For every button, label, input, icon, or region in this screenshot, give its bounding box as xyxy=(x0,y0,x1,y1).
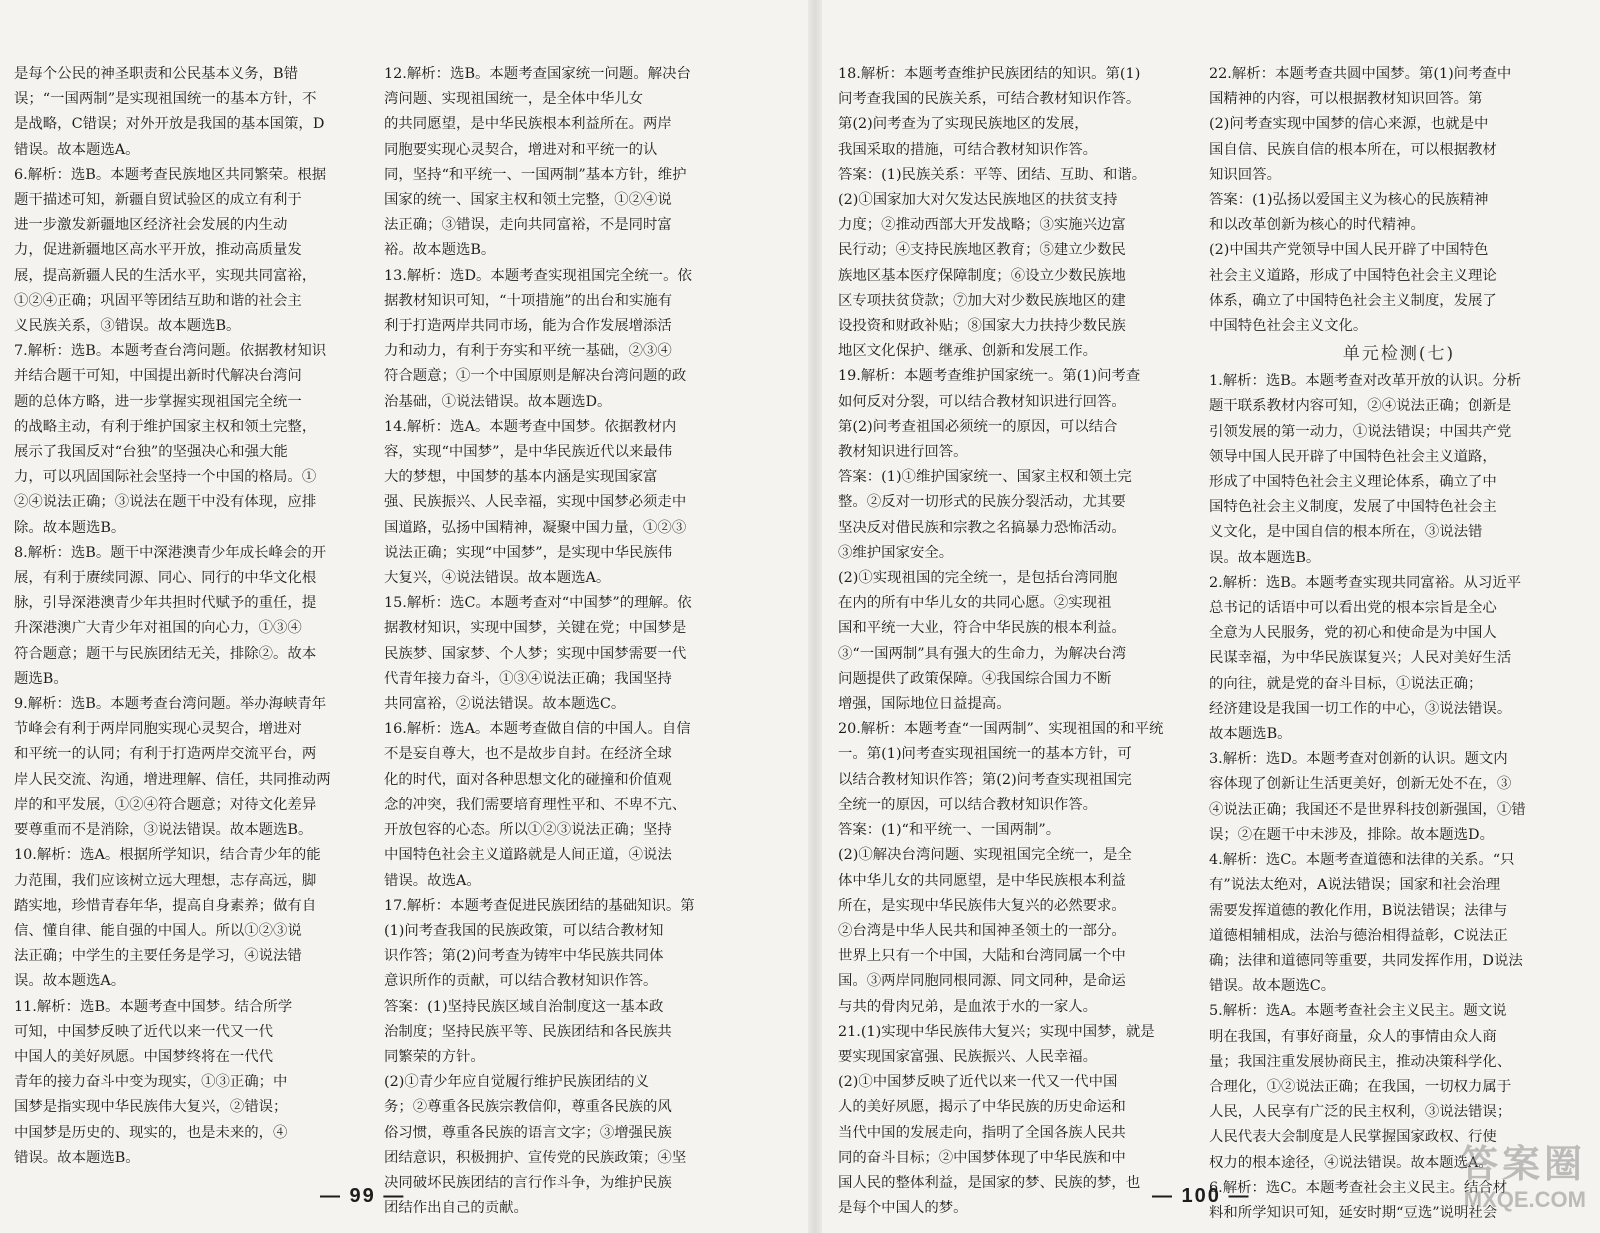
text-line: 可知，中国梦反映了近代以来一代又一代 xyxy=(14,1023,274,1040)
text-line: 念的冲突，我们需要培育理性平和、不卑不亢、 xyxy=(384,796,687,813)
text-line: 力，促进新疆地区高水平开放，推动高质量发 xyxy=(14,242,302,259)
text-line: 题选B。 xyxy=(14,670,68,687)
text-line: 国和平统一大业，符合中华民族的根本利益。 xyxy=(838,620,1126,637)
text-line: 第(2)问考查祖国必须统一的原因，可以结合 xyxy=(838,418,1118,435)
text-line: 要尊重而不是消除，③说法错误。故本题选B。 xyxy=(14,822,313,839)
text-line: 展，提高新疆人民的生活水平，实现共同富裕， xyxy=(14,267,317,284)
text-line: 8.解析：选B。题干中深港澳青少年成长峰会的开 xyxy=(14,544,327,561)
text-line: 当代中国的发展走向，指明了全国各族人民共 xyxy=(838,1124,1126,1141)
text-line: 中国梦是历史的、现实的，也是未来的，④ xyxy=(14,1124,288,1141)
text-line: 强、民族振兴、人民幸福，实现中国梦必须走中 xyxy=(384,494,687,511)
text-line: 踏实地，珍惜青春年华，提高自身素养；做有自 xyxy=(14,897,317,914)
text-line: 同繁荣的方针。 xyxy=(384,1048,485,1065)
text-line: 开放包容的心态。所以①②③说法正确；坚持 xyxy=(384,822,672,839)
text-line: 答案：(1)坚持民族区域自治制度这一基本政 xyxy=(384,998,664,1015)
text-line: 力，可以巩固国际社会坚持一个中国的格局。① xyxy=(14,469,317,486)
text-line: 量；我国注重发展协商民主，推动决策科学化、 xyxy=(1209,1053,1512,1070)
right-page-column-1 xyxy=(838,62,1198,1217)
text-line: 世界上只有一个中国，大陆和台湾同属一个中 xyxy=(838,948,1126,965)
text-line: 要实现国家富强、民族振兴、人民幸福。 xyxy=(838,1048,1098,1065)
text-line: (2)问考查实现中国梦的信心来源，也就是中 xyxy=(1209,116,1489,133)
text-line: ②台湾是中华人民共和国神圣领土的一部分。 xyxy=(838,922,1126,939)
text-line: 是每个公民的神圣职责和公民基本义务，B错 xyxy=(14,66,298,82)
text-line: 符合题意；①一个中国原则是解决台湾问题的政 xyxy=(384,368,687,385)
text-line: 10.解析：选A。根据所学知识，结合青少年的能 xyxy=(14,847,321,864)
text-line: 知识回答。 xyxy=(1209,166,1281,183)
text-line: 岸的和平发展，①②④符合题意；对待文化差异 xyxy=(14,796,317,813)
text-line: 20.解析：本题考查“一国两制”、实现祖国的和平统 xyxy=(838,721,1164,738)
text-line: 17.解析：本题考查促进民族团结的基础知识。第 xyxy=(384,897,695,914)
text-line: 3.解析：选D。本题考查对创新的认识。题文内 xyxy=(1209,751,1508,768)
text-line: 和以改革创新为核心的时代精神。 xyxy=(1209,217,1425,234)
text-line: 同胞要实现心灵契合，增进对和平统一的认 xyxy=(384,141,658,158)
text-line: 2.解析：选B。本题考查实现共同富裕。从习近平 xyxy=(1209,574,1522,591)
text-line: 在内的所有中华儿女的共同心愿。②实现祖 xyxy=(838,595,1112,612)
text-line: 国梦是指实现中华民族伟大复兴，②错误； xyxy=(14,1099,288,1116)
text-line: 国道路，弘扬中国精神，凝聚中国力量，①②③ xyxy=(384,519,687,536)
text-line: 6.解析：选C。本题考查社会主义民主。结合材 xyxy=(1209,1179,1508,1196)
text-line: 合理化，①②说法正确；在我国，一切权力属于 xyxy=(1209,1078,1512,1095)
text-line: 容体现了创新让生活更美好，创新无处不在，③ xyxy=(1209,776,1512,793)
text-line: (1)问考查我国的民族政策，可以结合教材知 xyxy=(384,922,664,939)
text-line: 误。故本题选A。 xyxy=(14,973,126,990)
text-line: 治制度；坚持民族平等、民族团结和各民族共 xyxy=(384,1023,672,1040)
text-line: 体中华儿女的共同愿望，是中华民族根本利益 xyxy=(838,872,1126,889)
text-line: 误。故本题选B。 xyxy=(1209,549,1321,566)
text-line: 展，有利于赓续同源、同心、同行的中华文化根 xyxy=(14,570,317,587)
text-line: 同，坚持“和平统一、一国两制”基本方针，维护 xyxy=(384,166,687,183)
text-line: 引领发展的第一动力，①说法错误；中国共产党 xyxy=(1209,423,1512,440)
text-line: 意识所作的贡献，可以结合教材知识作答。 xyxy=(384,973,658,990)
text-line: 国精神的内容，可以根据教材知识回答。第 xyxy=(1209,91,1483,108)
text-line: 并结合题干可知，中国提出新时代解决台湾问 xyxy=(14,368,302,385)
text-line: 进一步激发新疆地区经济社会发展的内生动 xyxy=(14,217,288,234)
text-line: 据教材知识可知，“十项措施”的出台和实施有 xyxy=(384,292,673,309)
text-line: 民行动；④支持民族地区教育；⑤建立少数民 xyxy=(838,242,1126,259)
text-line: (2)①解决台湾问题、实现祖国完全统一，是全 xyxy=(838,847,1132,864)
text-line: 力度；②推动西部大开发战略；③实施兴边富 xyxy=(838,217,1126,234)
text-line: 问题提供了政策保障。④我国综合国力不断 xyxy=(838,670,1112,687)
page-number-left: — 99 — xyxy=(320,1185,406,1207)
text-line: 务；②尊重各民族宗教信仰，尊重各民族的风 xyxy=(384,1099,672,1116)
text-line: 展示了我国反对“台独”的坚强决心和强大能 xyxy=(14,444,288,461)
text-line: 料和所学知识可知，延安时期“豆选”说明社会 xyxy=(1209,1204,1498,1221)
text-line: 题干描述可知，新疆自贸试验区的成立有利于 xyxy=(14,192,302,209)
text-line: 地区文化保护、继承、创新和发展工作。 xyxy=(838,343,1098,360)
text-line: 5.解析：选A。本题考查社会主义民主。题文说 xyxy=(1209,1003,1507,1020)
text-line: 说法正确；实现“中国梦”，是实现中华民族伟 xyxy=(384,544,673,561)
text-line: 共同富裕，②说法错误。故本题选C。 xyxy=(384,696,626,713)
text-line: 国家的统一、国家主权和领土完整，①②④说 xyxy=(384,192,672,209)
text-line: 代青年接力奋斗，①③④说法正确；我国坚持 xyxy=(384,670,672,687)
column-4-before-section xyxy=(1209,62,1589,339)
text-line: 升深港澳广大青少年对祖国的向心力，①③④ xyxy=(14,620,302,637)
text-line: 社会主义道路，形成了中国特色社会主义理论 xyxy=(1209,267,1497,284)
text-line: 国特色社会主义制度，发展了中国特色社会主 xyxy=(1209,499,1497,516)
text-line: 不是妄自尊大，也不是故步自封。在经济全球 xyxy=(384,746,672,763)
text-line: 大的梦想，中国梦的基本内涵是实现国家富 xyxy=(384,469,658,486)
text-line: 的战略主动，有利于维护国家主权和领土完整， xyxy=(14,418,317,435)
text-line: 湾问题、实现祖国统一，是全体中华儿女 xyxy=(384,91,644,108)
text-line: ③“一国两制”具有强大的生命力，为解决台湾 xyxy=(838,645,1127,662)
text-line: 总书记的话语中可以看出党的根本宗旨是全心 xyxy=(1209,600,1497,617)
text-line: 13.解析：选D。本题考查实现祖国完全统一。依 xyxy=(384,267,692,284)
text-line: 22.解析：本题考查共圆中国梦。第(1)问考查中 xyxy=(1209,66,1512,82)
text-line: 团结意识，积极拥护、宣传党的民族政策；④坚 xyxy=(384,1149,687,1166)
section-title: 单元检测(七) xyxy=(1342,344,1456,365)
text-line: 利于打造两岸共同市场，能为合作发展增添活 xyxy=(384,318,672,335)
text-line: 决同破坏民族团结的言行作斗争，为维护民族 xyxy=(384,1174,672,1191)
text-line: 大复兴，④说法错误。故本题选A。 xyxy=(384,570,611,587)
text-line: 14.解析：选A。本题考查中国梦。依据教材内 xyxy=(384,418,677,435)
text-line: 法正确；③错误，走向共同富裕，不是同时富 xyxy=(384,217,672,234)
watermark-logo-text: 答案圈 xyxy=(1459,1144,1586,1186)
text-line: 人的美好夙愿，揭示了中华民族的历史命运和 xyxy=(838,1099,1126,1116)
text-line: 错误。故选A。 xyxy=(384,872,481,889)
text-line: (2)①青少年应自觉履行维护民族团结的义 xyxy=(384,1074,650,1091)
text-line: 据教材知识，实现中国梦，关键在党；中国梦是 xyxy=(384,620,687,637)
text-line: 中国人的美好夙愿。中国梦终将在一代代 xyxy=(14,1048,274,1065)
text-line: 治基础，①说法错误。故本题选D。 xyxy=(384,393,612,410)
text-line: 答案：(1)“和平统一、一国两制”。 xyxy=(838,822,1061,839)
text-line: 的共同愿望，是中华民族根本利益所在。两岸 xyxy=(384,116,672,133)
text-line: 中国特色社会主义道路就是人间正道，④说法 xyxy=(384,847,672,864)
text-line: 误；“一国两制”是实现祖国统一的基本方针，不 xyxy=(14,91,317,108)
text-line: 答案：(1)弘扬以爱国主义为核心的民族精神 xyxy=(1209,192,1489,209)
text-line: 形成了中国特色社会主义理论体系，确立了中 xyxy=(1209,474,1497,491)
text-line: 人民，人民享有广泛的民主权利，③说法错误； xyxy=(1209,1104,1512,1121)
page-gutter xyxy=(808,0,822,1233)
text-line: 1.解析：选B。本题考查对改革开放的认识。分析 xyxy=(1209,373,1522,390)
text-line: 法正确；中学生的主要任务是学习，④说法错 xyxy=(14,948,302,965)
watermark-url: MXQE.COM xyxy=(1463,1187,1586,1212)
text-line: 教材知识进行回答。 xyxy=(838,444,968,461)
text-line: 国。③两岸同胞同根同源、同文同种，是命运 xyxy=(838,973,1126,990)
text-line: 识作答；第(2)问考查为铸牢中华民族共同体 xyxy=(384,948,664,965)
text-line: 确；法律和道德同等重要，共同发挥作用，D说法 xyxy=(1209,952,1523,969)
text-line: 错误。故本题选A。 xyxy=(14,141,140,158)
text-line: 4.解析：选C。本题考查道德和法律的关系。“只 xyxy=(1209,852,1515,869)
text-line: 俗习惯，尊重各民族的语言文字；③增强民族 xyxy=(384,1124,672,1141)
text-line: 岸人民交流、沟通，增进理解、信任，共同推动两 xyxy=(14,771,331,788)
text-line: 设投资和财政补贴；⑧国家大力扶持少数民族 xyxy=(838,318,1126,335)
text-line: 化的时代，面对各种思想文化的碰撞和价值观 xyxy=(384,771,672,788)
text-line: 整。②反对一切形式的民族分裂活动，尤其要 xyxy=(838,494,1126,511)
text-line: 以结合教材知识作答；第(2)问考查实现祖国完 xyxy=(838,771,1132,788)
left-page-column-1 xyxy=(14,62,388,1172)
text-line: 增强，国际地位日益提高。 xyxy=(838,696,1011,713)
text-line: 误；②在题干中未涉及，排除。故本题选D。 xyxy=(1209,826,1494,843)
text-line: 领导中国人民开辟了中国特色社会主义道路， xyxy=(1209,448,1497,465)
text-line: 力范围，我们应该树立远大理想，志存高远，脚 xyxy=(14,872,317,889)
text-line: 信、懂自律、能自强的中国人。所以①②③说 xyxy=(14,922,302,939)
text-line: 9.解析：选B。本题考查台湾问题。举办海峡青年 xyxy=(14,696,327,713)
text-line: 答案：(1)民族关系：平等、团结、互助、和谐。 xyxy=(838,166,1147,183)
text-line: 和平统一的认同；有利于打造两岸交流平台，两 xyxy=(14,746,317,763)
text-line: 族地区基本医疗保障制度；⑥设立少数民族地 xyxy=(838,267,1126,284)
text-line: 脉，引导深港澳青少年共担时代赋予的重任，提 xyxy=(14,595,317,612)
text-line: 全意为人民服务，党的初心和使命是为中国人 xyxy=(1209,625,1497,642)
text-line: 题的总体方略，进一步掌握实现祖国完全统一 xyxy=(14,393,302,410)
text-line: 符合题意；题干与民族团结无关，排除②。故本 xyxy=(14,645,317,662)
text-line: 如何反对分裂，可以结合教材知识进行回答。 xyxy=(838,393,1126,410)
text-line: (2)①中国梦反映了近代以来一代又一代中国 xyxy=(838,1074,1118,1091)
column-4-after-section xyxy=(1209,369,1589,1226)
text-line: 体系，确立了中国特色社会主义制度，发展了 xyxy=(1209,292,1497,309)
text-line: 容，实现“中国梦”，是中华民族近代以来最伟 xyxy=(384,444,673,461)
text-line: 19.解析：本题考查维护国家统一。第(1)问考查 xyxy=(838,368,1141,385)
text-line: 经济建设是我国一切工作的中心，③说法错误。 xyxy=(1209,700,1512,717)
text-line: 有”说法太绝对，A说法错误；国家和社会治理 xyxy=(1209,877,1501,894)
text-line: 12.解析：选B。本题考查国家统一问题。解决台 xyxy=(384,66,691,82)
text-line: 中国特色社会主义文化。 xyxy=(1209,318,1368,335)
text-line: ④说法正确；我国还不是世界科技创新强国，①错 xyxy=(1209,801,1526,818)
text-line: 故本题选B。 xyxy=(1209,726,1292,743)
text-line: 国人民的整体利益，是国家的梦、民族的梦，也 xyxy=(838,1174,1141,1191)
text-line: 11.解析：选B。本题考查中国梦。结合所学 xyxy=(14,998,293,1015)
text-line: 错误。故本题选B。 xyxy=(14,1149,140,1166)
text-line: 除。故本题选B。 xyxy=(14,519,126,536)
text-line: 义文化，是中国自信的根本所在，③说法错 xyxy=(1209,524,1483,541)
text-line: 7.解析：选B。本题考查台湾问题。依据教材知识 xyxy=(14,343,327,360)
text-line: 所在，是实现中华民族伟大复兴的必然要求。 xyxy=(838,897,1126,914)
text-line: ③维护国家安全。 xyxy=(838,544,954,561)
text-line: 义民族关系，③错误。故本题选B。 xyxy=(14,318,241,335)
site-watermark xyxy=(1386,1143,1586,1223)
text-line: 18.解析：本题考查维护民族团结的知识。第(1) xyxy=(838,66,1141,82)
text-line: 坚决反对借民族和宗教之名搞暴力恐怖活动。 xyxy=(838,519,1126,536)
text-line: 与共的骨肉兄弟，是血浓于水的一家人。 xyxy=(838,998,1098,1015)
text-line: 同的奋斗目标；②中国梦体现了中华民族和中 xyxy=(838,1149,1126,1166)
text-line: 全统一的原因，可以结合教材知识作答。 xyxy=(838,796,1098,813)
text-line: 一。第(1)问考查实现祖国统一的基本方针，可 xyxy=(838,746,1132,763)
text-line: 问考查我国的民族关系，可结合教材知识作答。 xyxy=(838,91,1141,108)
text-line: 青年的接力奋斗中变为现实，①③正确；中 xyxy=(14,1074,288,1091)
text-line: (2)中国共产党领导中国人民开辟了中国特色 xyxy=(1209,242,1489,259)
text-line: 需要发挥道德的教化作用，B说法错误；法律与 xyxy=(1209,902,1508,919)
text-line: 我国采取的措施，可结合教材知识作答。 xyxy=(838,141,1098,158)
text-line: 21.(1)实现中华民族伟大复兴；实现中国梦，就是 xyxy=(838,1023,1155,1040)
left-page-column-2 xyxy=(384,62,782,1217)
text-line: 6.解析：选B。本题考查民族地区共同繁荣。根据 xyxy=(14,166,327,183)
text-line: 民族梦、国家梦、个人梦；实现中国梦需要一代 xyxy=(384,645,687,662)
text-line: 明在我国，有事好商量，众人的事情由众人商 xyxy=(1209,1028,1497,1045)
text-line: ①②④正确；巩固平等团结互助和谐的社会主 xyxy=(14,292,302,309)
page-number-right: — 100 — xyxy=(1152,1185,1251,1207)
text-line: 人民代表大会制度是人民掌握国家政权、行使 xyxy=(1209,1129,1497,1146)
text-line: (2)①实现祖国的完全统一，是包括台湾同胞 xyxy=(838,570,1118,587)
text-line: 题干联系教材内容可知，②④说法正确；创新是 xyxy=(1209,398,1512,415)
text-line: 是每个中国人的梦。 xyxy=(838,1200,968,1217)
text-line: ②④说法正确；③说法在题干中没有体现，应排 xyxy=(14,494,317,511)
text-line: 节峰会有利于两岸同胞实现心灵契合，增进对 xyxy=(14,721,302,738)
text-line: (2)①国家加大对欠发达民族地区的扶贫支持 xyxy=(838,192,1118,209)
text-line: 国自信、民族自信的根本所在，可以根据教材 xyxy=(1209,141,1497,158)
text-line: 区专项扶贫贷款；⑦加大对少数民族地区的建 xyxy=(838,292,1126,309)
text-line: 裕。故本题选B。 xyxy=(384,242,496,259)
text-line: 力和动力，有利于夯实和平统一基础，②③④ xyxy=(384,343,672,360)
text-line: 权力的根本途径，④说法错误。故本题选A。 xyxy=(1209,1154,1493,1171)
text-line: 答案：(1)①维护国家统一、国家主权和领土完 xyxy=(838,469,1132,486)
text-line: 团结作出自己的贡献。 xyxy=(384,1200,528,1217)
text-line: 是战略，C错误；对外开放是我国的基本国策，D xyxy=(14,116,325,133)
text-line: 民谋幸福，为中华民族谋复兴；人民对美好生活 xyxy=(1209,650,1512,667)
text-line: 第(2)问考查为了实现民族地区的发展， xyxy=(838,116,1089,133)
text-line: 的向往，就是党的奋斗目标，①说法正确； xyxy=(1209,675,1483,692)
text-line: 道德相辅相成，法治与德治相得益彰，C说法正 xyxy=(1209,927,1508,944)
text-line: 错误。故本题选C。 xyxy=(1209,978,1336,995)
text-line: 16.解析：选A。本题考查做自信的中国人。自信 xyxy=(384,721,691,738)
text-line: 15.解析：选C。本题考查对“中国梦”的理解。依 xyxy=(384,595,692,612)
